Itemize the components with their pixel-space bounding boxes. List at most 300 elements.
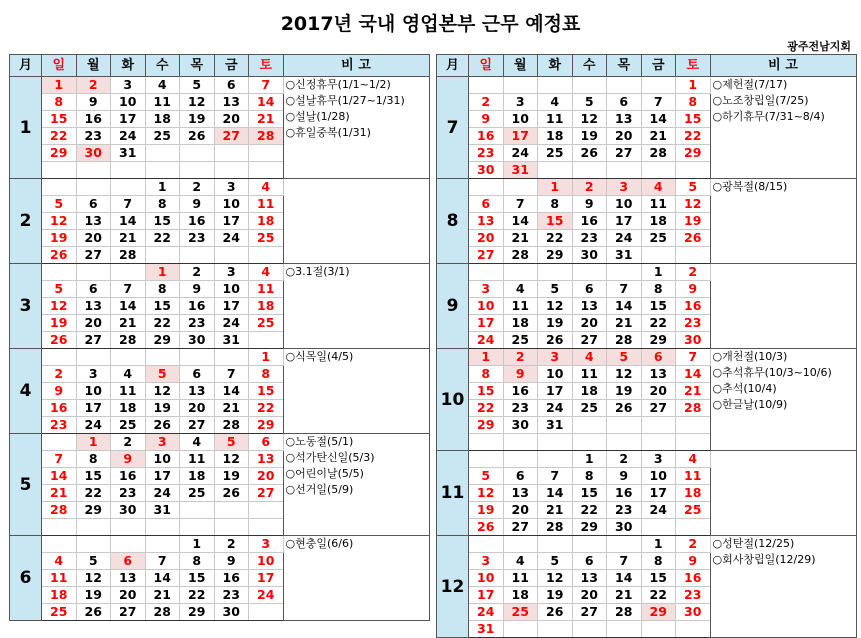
day-cell: 19 [572, 128, 607, 145]
day-cell: 1 [145, 179, 180, 196]
day-cell: 7 [111, 281, 146, 298]
day-cell: 24 [214, 230, 249, 247]
day-cell [214, 247, 249, 264]
day-cell: 5 [469, 468, 504, 485]
day-cell: 19 [607, 383, 642, 400]
day-cell: 15 [42, 111, 77, 128]
day-cell: 22 [180, 587, 215, 604]
day-cell [42, 162, 77, 179]
day-cell: 11 [503, 298, 538, 315]
month-label: 9 [437, 264, 469, 349]
month-label: 3 [10, 264, 42, 349]
day-cell: 25 [538, 145, 573, 162]
day-cell: 18 [111, 400, 146, 417]
day-cell: 9 [572, 196, 607, 213]
day-cell: 17 [249, 570, 284, 587]
day-cell: 9 [76, 94, 111, 111]
day-cell [503, 621, 538, 638]
day-cell: 16 [503, 383, 538, 400]
day-cell [607, 162, 642, 179]
day-cell: 10 [76, 383, 111, 400]
day-cell: 23 [180, 315, 215, 332]
day-cell: 29 [469, 417, 504, 434]
note-item: ○회사창립일(12/29) [712, 553, 816, 566]
day-cell [676, 247, 711, 264]
day-cell [469, 434, 504, 451]
day-cell: 13 [607, 111, 642, 128]
note-item: ○개천절(10/3) [712, 350, 788, 363]
day-cell: 5 [676, 179, 711, 196]
day-cell: 11 [641, 196, 676, 213]
day-cell: 17 [111, 111, 146, 128]
day-cell: 13 [249, 451, 284, 468]
day-cell: 16 [676, 298, 711, 315]
day-cell: 19 [214, 468, 249, 485]
day-cell: 2 [111, 434, 146, 451]
day-cell: 16 [469, 128, 504, 145]
day-cell: 22 [641, 587, 676, 604]
day-cell: 1 [42, 77, 77, 94]
note-item: ○노동절(5/1) [285, 435, 354, 448]
day-cell: 10 [469, 298, 504, 315]
day-cell: 1 [145, 264, 180, 281]
day-cell: 11 [145, 94, 180, 111]
day-cell: 30 [180, 332, 215, 349]
day-cell [538, 434, 573, 451]
day-cell [607, 77, 642, 94]
day-cell: 26 [676, 230, 711, 247]
day-cell: 15 [572, 485, 607, 502]
day-cell: 18 [249, 213, 284, 230]
day-cell: 26 [214, 485, 249, 502]
header-weekday: 일 [42, 55, 77, 77]
day-cell: 4 [538, 94, 573, 111]
day-cell: 28 [607, 604, 642, 621]
note-item: ○추석(10/4) [712, 382, 777, 395]
day-cell: 15 [145, 298, 180, 315]
day-cell [641, 519, 676, 536]
day-cell: 13 [572, 570, 607, 587]
note-item: ○현충일(6/6) [285, 537, 354, 550]
day-cell: 17 [607, 213, 642, 230]
note-item: ○어린이날(5/5) [285, 467, 364, 480]
day-cell: 10 [249, 553, 284, 570]
day-cell: 28 [214, 417, 249, 434]
day-cell [145, 247, 180, 264]
day-cell [607, 417, 642, 434]
day-cell: 7 [538, 468, 573, 485]
day-cell: 8 [572, 468, 607, 485]
note-item: ○3.1절(3/1) [285, 265, 350, 278]
day-cell: 6 [180, 366, 215, 383]
day-cell: 13 [111, 570, 146, 587]
day-cell: 26 [76, 604, 111, 621]
day-cell: 2 [469, 94, 504, 111]
day-cell: 7 [676, 349, 711, 366]
day-cell: 25 [145, 128, 180, 145]
day-cell: 27 [214, 128, 249, 145]
day-cell: 29 [676, 145, 711, 162]
day-cell [111, 264, 146, 281]
day-cell [42, 434, 77, 451]
day-cell: 22 [76, 485, 111, 502]
day-cell: 19 [76, 587, 111, 604]
header-weekday: 화 [538, 55, 573, 77]
day-cell [180, 349, 215, 366]
day-cell: 27 [607, 145, 642, 162]
day-cell [676, 621, 711, 638]
day-cell: 15 [538, 213, 573, 230]
day-cell: 25 [249, 315, 284, 332]
day-cell: 4 [145, 77, 180, 94]
day-cell: 1 [641, 536, 676, 553]
day-cell: 28 [249, 128, 284, 145]
day-cell: 1 [572, 451, 607, 468]
day-cell: 10 [214, 281, 249, 298]
header-weekday: 금 [641, 55, 676, 77]
month-notes [283, 434, 429, 536]
day-cell [538, 264, 573, 281]
day-cell: 30 [676, 332, 711, 349]
day-cell: 4 [572, 349, 607, 366]
calendar-table-jul-dec [436, 54, 857, 638]
month-label: 4 [10, 349, 42, 434]
day-cell: 14 [607, 570, 642, 587]
header-month: 月 [437, 55, 469, 77]
day-cell [42, 536, 77, 553]
day-cell [641, 247, 676, 264]
day-cell: 29 [145, 332, 180, 349]
month-notes [283, 264, 429, 349]
day-cell: 14 [676, 366, 711, 383]
day-cell: 16 [572, 213, 607, 230]
day-cell: 5 [76, 553, 111, 570]
day-cell: 18 [503, 587, 538, 604]
day-cell: 18 [42, 587, 77, 604]
day-cell: 21 [607, 587, 642, 604]
day-cell: 31 [607, 247, 642, 264]
day-cell: 20 [572, 315, 607, 332]
day-cell [538, 162, 573, 179]
month-label: 5 [10, 434, 42, 536]
header-weekday: 금 [214, 55, 249, 77]
day-cell: 24 [214, 315, 249, 332]
day-cell: 24 [538, 400, 573, 417]
day-cell: 2 [676, 264, 711, 281]
day-cell: 16 [42, 400, 77, 417]
day-cell: 18 [641, 213, 676, 230]
day-cell: 15 [641, 298, 676, 315]
day-cell [145, 162, 180, 179]
day-cell: 9 [469, 111, 504, 128]
month-label: 6 [10, 536, 42, 621]
header-weekday: 토 [676, 55, 711, 77]
day-cell: 29 [538, 247, 573, 264]
day-cell: 20 [249, 468, 284, 485]
day-cell [76, 519, 111, 536]
day-cell [503, 77, 538, 94]
day-cell: 15 [76, 468, 111, 485]
day-cell: 28 [538, 519, 573, 536]
day-cell [538, 621, 573, 638]
day-cell: 25 [572, 400, 607, 417]
month-notes [283, 536, 429, 621]
note-item: ○설날(1/28) [285, 110, 350, 123]
note-item: ○하기휴무(7/31~8/4) [712, 110, 825, 123]
day-cell: 19 [42, 315, 77, 332]
day-cell: 12 [538, 570, 573, 587]
day-cell: 24 [111, 128, 146, 145]
day-cell [538, 536, 573, 553]
day-cell: 15 [676, 111, 711, 128]
day-cell: 15 [469, 383, 504, 400]
day-cell: 13 [572, 298, 607, 315]
day-cell: 6 [572, 553, 607, 570]
day-cell: 22 [469, 400, 504, 417]
month-notes [283, 349, 429, 434]
day-cell: 25 [503, 332, 538, 349]
day-cell: 22 [42, 128, 77, 145]
month-notes [283, 77, 429, 179]
day-cell [503, 536, 538, 553]
day-cell: 9 [111, 451, 146, 468]
day-cell: 23 [214, 587, 249, 604]
day-cell: 20 [572, 587, 607, 604]
day-cell: 15 [641, 570, 676, 587]
day-cell [180, 145, 215, 162]
day-cell: 6 [249, 434, 284, 451]
day-cell: 23 [76, 128, 111, 145]
day-cell: 25 [180, 485, 215, 502]
day-cell: 5 [538, 553, 573, 570]
note-item: ○신정휴무(1/1~1/2) [285, 78, 391, 91]
month-label: 2 [10, 179, 42, 264]
day-cell [249, 502, 284, 519]
month-notes [710, 536, 856, 638]
day-cell: 4 [180, 434, 215, 451]
day-cell: 25 [249, 230, 284, 247]
day-cell: 1 [249, 349, 284, 366]
day-cell: 27 [503, 519, 538, 536]
day-cell [572, 536, 607, 553]
day-cell: 10 [503, 111, 538, 128]
day-cell: 23 [676, 315, 711, 332]
day-cell [76, 179, 111, 196]
day-cell: 23 [503, 400, 538, 417]
day-cell: 28 [111, 247, 146, 264]
day-cell: 14 [111, 298, 146, 315]
day-cell: 23 [572, 230, 607, 247]
day-cell: 12 [538, 298, 573, 315]
day-cell: 11 [503, 570, 538, 587]
note-item: ○노조창립일(7/25) [712, 94, 809, 107]
day-cell: 3 [607, 179, 642, 196]
day-cell: 24 [641, 502, 676, 519]
month-notes [710, 451, 856, 536]
day-cell: 18 [249, 298, 284, 315]
day-cell: 2 [180, 264, 215, 281]
day-cell: 29 [572, 519, 607, 536]
day-cell: 13 [76, 213, 111, 230]
day-cell: 17 [214, 213, 249, 230]
day-cell: 24 [607, 230, 642, 247]
day-cell: 12 [180, 94, 215, 111]
day-cell: 30 [503, 417, 538, 434]
day-cell [180, 247, 215, 264]
day-cell: 19 [469, 502, 504, 519]
day-cell: 3 [469, 553, 504, 570]
day-cell: 12 [607, 366, 642, 383]
day-cell: 2 [572, 179, 607, 196]
header-weekday: 월 [503, 55, 538, 77]
day-cell [676, 417, 711, 434]
day-cell [469, 451, 504, 468]
day-cell: 11 [676, 468, 711, 485]
day-cell: 21 [676, 383, 711, 400]
month-notes [283, 179, 429, 264]
day-cell: 16 [676, 570, 711, 587]
day-cell [180, 162, 215, 179]
day-cell [111, 349, 146, 366]
day-cell [572, 434, 607, 451]
note-item: ○휴일중복(1/31) [285, 126, 371, 139]
day-cell [111, 536, 146, 553]
day-cell: 2 [214, 536, 249, 553]
day-cell: 26 [538, 332, 573, 349]
day-cell: 4 [641, 179, 676, 196]
day-cell: 2 [676, 536, 711, 553]
day-cell [76, 536, 111, 553]
day-cell: 18 [145, 111, 180, 128]
day-cell [503, 179, 538, 196]
day-cell: 20 [76, 315, 111, 332]
day-cell: 29 [180, 604, 215, 621]
day-cell [111, 162, 146, 179]
day-cell: 26 [42, 247, 77, 264]
day-cell: 18 [180, 468, 215, 485]
day-cell: 26 [607, 400, 642, 417]
day-cell: 28 [111, 332, 146, 349]
day-cell: 29 [641, 604, 676, 621]
day-cell: 3 [469, 281, 504, 298]
day-cell [469, 264, 504, 281]
day-cell: 1 [538, 179, 573, 196]
day-cell: 12 [469, 485, 504, 502]
day-cell: 6 [76, 196, 111, 213]
day-cell: 21 [111, 230, 146, 247]
day-cell: 27 [641, 400, 676, 417]
day-cell: 18 [676, 485, 711, 502]
day-cell: 20 [111, 587, 146, 604]
day-cell [607, 536, 642, 553]
day-cell: 13 [641, 366, 676, 383]
day-cell [572, 621, 607, 638]
day-cell: 11 [111, 383, 146, 400]
day-cell: 22 [538, 230, 573, 247]
note-item: ○제헌절(7/17) [712, 78, 788, 91]
day-cell: 27 [76, 332, 111, 349]
day-cell [503, 451, 538, 468]
day-cell [214, 519, 249, 536]
day-cell: 25 [676, 502, 711, 519]
day-cell: 8 [676, 94, 711, 111]
header-notes: 비 고 [283, 55, 429, 77]
day-cell: 31 [111, 145, 146, 162]
day-cell: 10 [607, 196, 642, 213]
day-cell: 1 [641, 264, 676, 281]
note-item: ○광복절(8/15) [712, 180, 788, 193]
day-cell: 1 [180, 536, 215, 553]
day-cell: 23 [180, 230, 215, 247]
day-cell: 5 [214, 434, 249, 451]
day-cell: 31 [145, 502, 180, 519]
day-cell: 24 [249, 587, 284, 604]
header-weekday: 일 [469, 55, 504, 77]
day-cell: 29 [249, 417, 284, 434]
day-cell: 4 [111, 366, 146, 383]
day-cell: 5 [572, 94, 607, 111]
day-cell: 5 [607, 349, 642, 366]
day-cell: 7 [111, 196, 146, 213]
day-cell: 11 [538, 111, 573, 128]
day-cell: 3 [538, 349, 573, 366]
day-cell: 4 [249, 179, 284, 196]
day-cell: 26 [180, 128, 215, 145]
day-cell: 2 [42, 366, 77, 383]
day-cell: 3 [145, 434, 180, 451]
day-cell: 9 [503, 366, 538, 383]
month-notes [710, 179, 856, 264]
day-cell: 14 [538, 485, 573, 502]
day-cell: 17 [641, 485, 676, 502]
day-cell: 14 [111, 213, 146, 230]
day-cell: 4 [503, 553, 538, 570]
day-cell: 25 [42, 604, 77, 621]
header-notes: 비 고 [710, 55, 856, 77]
day-cell: 6 [214, 77, 249, 94]
day-cell: 16 [214, 570, 249, 587]
day-cell: 7 [249, 77, 284, 94]
month-notes [710, 77, 856, 179]
day-cell: 10 [469, 570, 504, 587]
day-cell [676, 519, 711, 536]
day-cell: 14 [503, 213, 538, 230]
day-cell: 28 [676, 400, 711, 417]
day-cell: 30 [469, 162, 504, 179]
day-cell: 8 [180, 553, 215, 570]
day-cell: 8 [76, 451, 111, 468]
day-cell: 25 [503, 604, 538, 621]
month-notes [710, 264, 856, 349]
day-cell: 22 [572, 502, 607, 519]
day-cell: 8 [469, 366, 504, 383]
day-cell [42, 349, 77, 366]
day-cell: 20 [180, 400, 215, 417]
day-cell: 6 [607, 94, 642, 111]
day-cell: 20 [503, 502, 538, 519]
day-cell: 1 [469, 349, 504, 366]
day-cell: 10 [641, 468, 676, 485]
day-cell: 10 [145, 451, 180, 468]
day-cell [76, 162, 111, 179]
day-cell [469, 536, 504, 553]
day-cell: 21 [503, 230, 538, 247]
day-cell: 5 [538, 281, 573, 298]
day-cell: 30 [607, 519, 642, 536]
day-cell: 8 [42, 94, 77, 111]
day-cell: 2 [607, 451, 642, 468]
day-cell: 9 [676, 553, 711, 570]
